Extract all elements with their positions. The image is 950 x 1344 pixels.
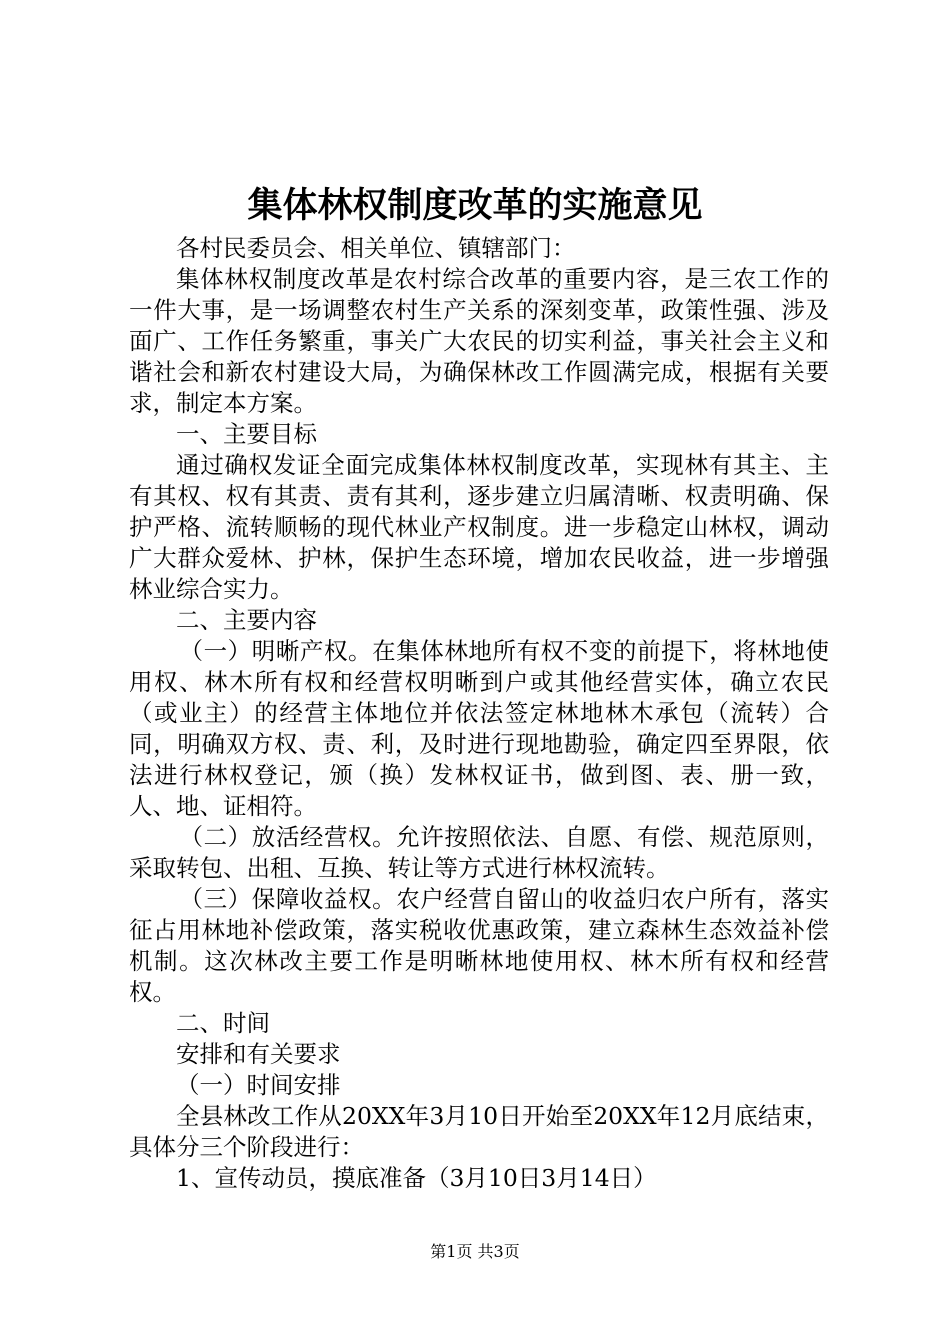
salutation-paragraph: 各村民委员会、相关单位、镇辖部门： bbox=[176, 234, 576, 262]
content-item-management-rights: （二）放活经营权。允许按照依法、自愿、有偿、规范原则，采取转包、出租、互换、转让等方式进行林权流转。 bbox=[129, 823, 829, 882]
page-number: 第1页 共3页 bbox=[430, 1242, 520, 1261]
section-heading-goals: 一、主要目标 bbox=[176, 420, 317, 448]
section-heading-arrangements: 安排和有关要求 bbox=[176, 1040, 341, 1068]
section-heading-time: 二、时间 bbox=[176, 1009, 270, 1037]
subsection-heading-schedule: （一）时间安排 bbox=[176, 1071, 341, 1099]
goals-paragraph: 通过确权发证全面完成集体林权制度改革，实现林有其主、主有其权、权有其责、责有其利，逐步建立归属清晰、权责明确、保护严格、流转顺畅的现代林业产权制度。进一步稳定山林权，调动广大群众爱林、护林，保护生态环境，增加农民收益，进一步增强林业综合实力。 bbox=[129, 451, 829, 603]
content-item-property-rights: （一）明晰产权。在集体林地所有权不变的前提下，将林地使用权、林木所有权和经营权明晰到户或其他经营实体，确立农民（或业主）的经营主体地位并依法签定林地林木承包（流转）合同，明确双方权、责、利，及时进行现地勘验，确定四至界限，依法进行林权登记，颁（换）发林权证书，做到图、表、册一致，人、地、证相符。 bbox=[129, 637, 829, 820]
document-title: 集体林权制度改革的实施意见 bbox=[247, 185, 703, 226]
content-item-income-rights: （三）保障收益权。农户经营自留山的收益归农户所有，落实征占用林地补偿政策，落实税收优惠政策，建立森林生态效益补偿机制。这次林改主要工作是明晰林地使用权、林木所有权和经营权。 bbox=[129, 885, 829, 1006]
section-heading-content: 二、主要内容 bbox=[176, 606, 317, 634]
intro-paragraph: 集体林权制度改革是农村综合改革的重要内容，是三农工作的一件大事，是一场调整农村生产关系的深刻变革，政策性强、涉及面广、工作任务繁重，事关广大农民的切实利益，事关社会主义和谐社会和新农村建设大局，为确保林改工作圆满完成，根据有关要求，制定本方案。 bbox=[129, 265, 829, 417]
stage-one-paragraph: 1、宣传动员，摸底准备（3月10日3月14日） bbox=[176, 1164, 657, 1192]
document-body bbox=[129, 233, 829, 1194]
schedule-paragraph: 全县林改工作从20XX年3月10日开始至20XX年12月底结束，具体分三个阶段进行： bbox=[129, 1102, 829, 1161]
